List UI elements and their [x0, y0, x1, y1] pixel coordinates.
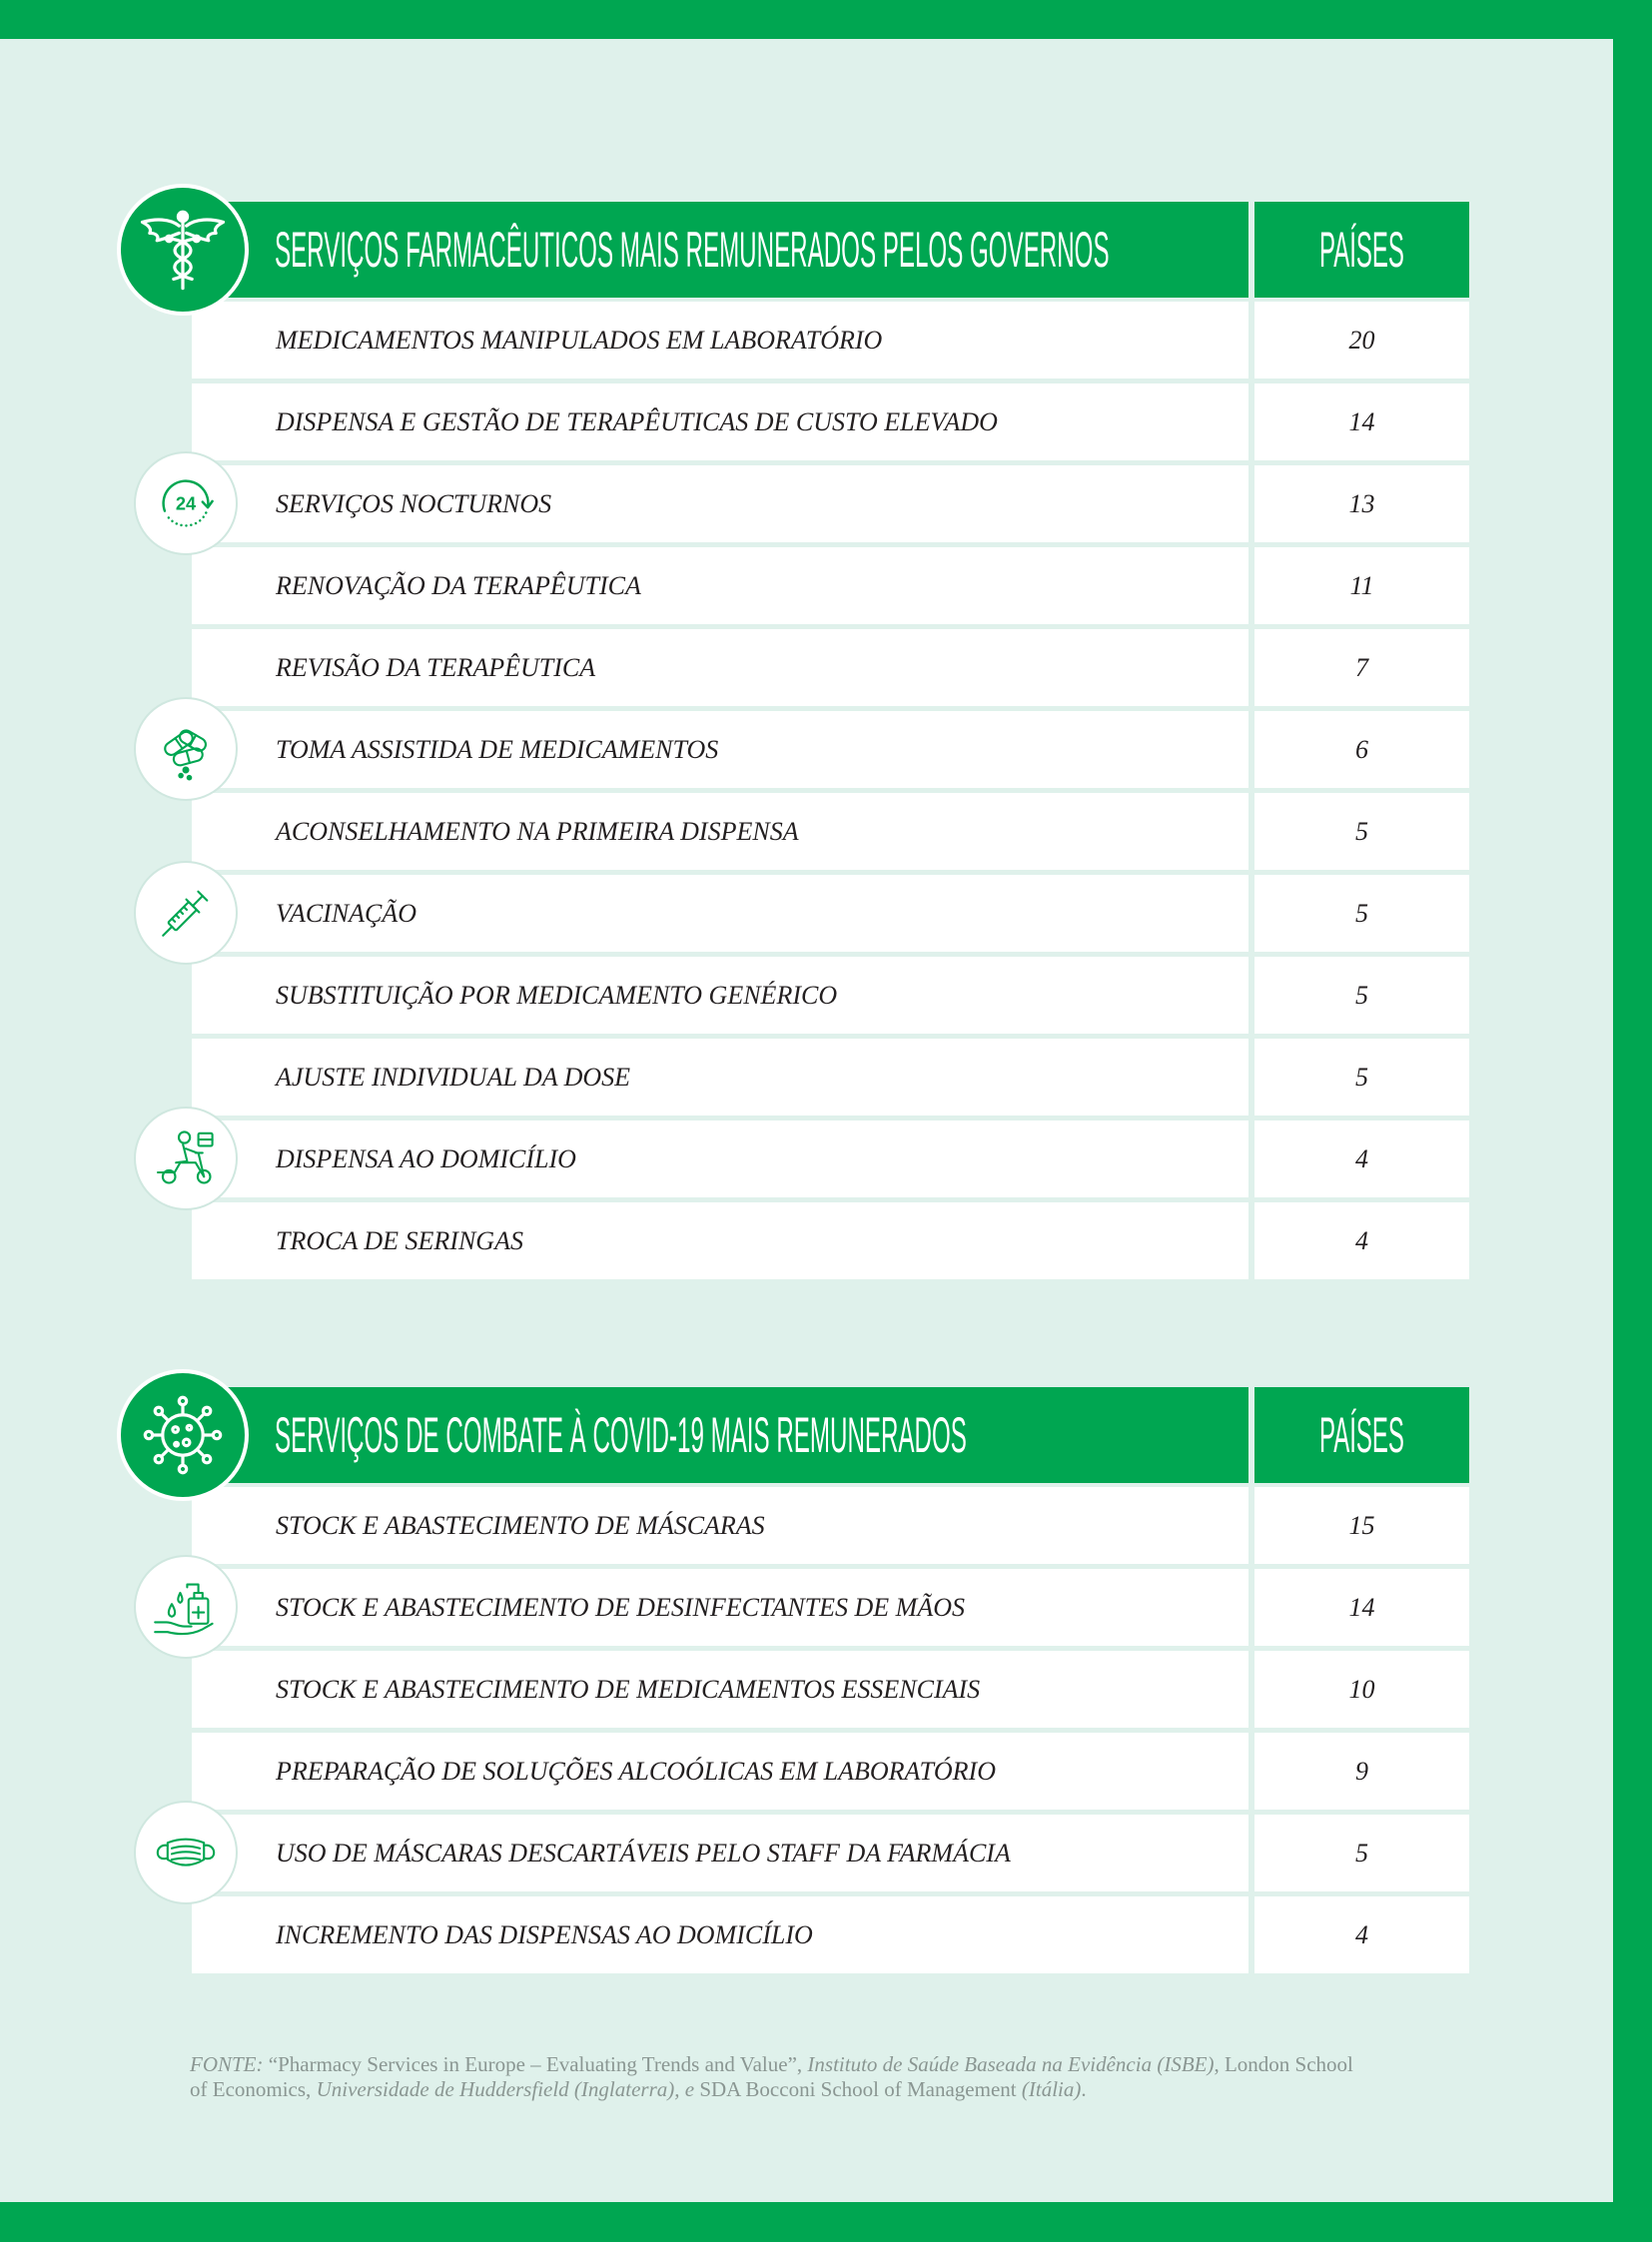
service-name: AJUSTE INDIVIDUAL DA DOSE — [192, 1039, 1248, 1116]
footnote-segment: FONTE: — [190, 2052, 264, 2076]
footnote-segment: Universidade de Huddersfield (Inglaterra), e — [316, 2077, 700, 2101]
country-count: 10 — [1254, 1651, 1469, 1728]
service-name: TOMA ASSISTIDA DE MEDICAMENTOS — [192, 711, 1248, 788]
service-name: STOCK E ABASTECIMENTO DE MÁSCARAS — [192, 1487, 1248, 1564]
frame-bottom-bar — [0, 2202, 1652, 2242]
table-row — [192, 957, 1469, 1034]
footnote-segment: . — [1081, 2077, 1087, 2101]
table-header — [192, 1387, 1469, 1483]
delivery-scooter-icon — [151, 1123, 221, 1193]
row-icon-badge — [134, 451, 238, 555]
country-count: 4 — [1254, 1896, 1469, 1973]
face-mask-icon — [151, 1818, 221, 1887]
table-header — [192, 202, 1469, 298]
frame-right-bar — [1613, 0, 1652, 2242]
service-name: INCREMENTO DAS DISPENSAS AO DOMICÍLIO — [192, 1896, 1248, 1973]
pills-icon — [151, 714, 221, 784]
count-header-cell — [1254, 202, 1469, 298]
country-count: 7 — [1254, 629, 1469, 706]
country-count: 6 — [1254, 711, 1469, 788]
pharmaceutical-services-table — [192, 202, 1469, 1279]
country-count: 20 — [1254, 302, 1469, 378]
row-icon-badge — [134, 697, 238, 801]
footnote-segment: (Itália) — [1021, 2077, 1082, 2101]
service-name: REVISÃO DA TERAPÊUTICA — [192, 629, 1248, 706]
count-header-cell — [1254, 1387, 1469, 1483]
table-row — [192, 1896, 1469, 1973]
table-row — [192, 1815, 1469, 1891]
table-title-cell — [192, 202, 1248, 298]
caduceus-icon — [137, 204, 229, 296]
virus-icon — [137, 1389, 229, 1481]
footnote-segment: Instituto de Saúde Baseada na Evidência (ISBE) — [807, 2052, 1215, 2076]
footnote-segment: of Economics, — [190, 2077, 317, 2101]
count-header: PAÍSES — [1319, 222, 1404, 278]
country-count: 5 — [1254, 1039, 1469, 1116]
country-count: 4 — [1254, 1202, 1469, 1279]
row-icon-badge — [134, 1107, 238, 1210]
table-row — [192, 1487, 1469, 1564]
country-count: 5 — [1254, 1815, 1469, 1891]
service-name: SERVIÇOS NOCTURNOS — [192, 465, 1248, 542]
service-name: STOCK E ABASTECIMENTO DE MEDICAMENTOS ESSENCIAIS — [192, 1651, 1248, 1728]
country-count: 14 — [1254, 1569, 1469, 1646]
service-name: RENOVAÇÃO DA TERAPÊUTICA — [192, 547, 1248, 624]
country-count: 5 — [1254, 957, 1469, 1034]
country-count: 11 — [1254, 547, 1469, 624]
frame-top-bar — [0, 0, 1652, 39]
table-row — [192, 1039, 1469, 1116]
service-name: SUBSTITUIÇÃO POR MEDICAMENTO GENÉRICO — [192, 957, 1248, 1034]
table-title-cell — [192, 1387, 1248, 1483]
service-name: DISPENSA AO DOMICÍLIO — [192, 1121, 1248, 1197]
table-row — [192, 1121, 1469, 1197]
table-row — [192, 1569, 1469, 1646]
table-row — [192, 1202, 1469, 1279]
country-count: 4 — [1254, 1121, 1469, 1197]
country-count: 5 — [1254, 875, 1469, 952]
service-name: PREPARAÇÃO DE SOLUÇÕES ALCOÓLICAS EM LABORATÓRIO — [192, 1733, 1248, 1810]
source-footnote — [190, 2052, 1353, 2102]
table-row — [192, 711, 1469, 788]
table-row — [192, 465, 1469, 542]
service-name: VACINAÇÃO — [192, 875, 1248, 952]
table-title: SERVIÇOS FARMACÊUTICOS MAIS REMUNERADOS PELOS GOVERNOS — [275, 222, 1110, 278]
table-row — [192, 383, 1469, 460]
service-name: MEDICAMENTOS MANIPULADOS EM LABORATÓRIO — [192, 302, 1248, 378]
24-hours-label: 24 — [175, 493, 197, 514]
table-row — [192, 302, 1469, 378]
row-icon-badge — [134, 1801, 238, 1904]
footnote-segment: SDA Bocconi School of Management — [699, 2077, 1022, 2101]
country-count: 9 — [1254, 1733, 1469, 1810]
hand-sanitizer-icon — [151, 1572, 221, 1642]
service-name: STOCK E ABASTECIMENTO DE DESINFECTANTES DE MÃOS — [192, 1569, 1248, 1646]
country-count: 13 — [1254, 465, 1469, 542]
table-row — [192, 547, 1469, 624]
row-icon-badge — [134, 861, 238, 965]
service-name: ACONSELHAMENTO NA PRIMEIRA DISPENSA — [192, 793, 1248, 870]
covid-services-table — [192, 1387, 1469, 1973]
24-hours-icon — [151, 468, 221, 538]
count-header: PAÍSES — [1319, 1407, 1404, 1463]
table-row — [192, 1733, 1469, 1810]
row-icon-badge — [134, 1555, 238, 1659]
country-count: 5 — [1254, 793, 1469, 870]
service-name: DISPENSA E GESTÃO DE TERAPÊUTICAS DE CUSTO ELEVADO — [192, 383, 1248, 460]
country-count: 14 — [1254, 383, 1469, 460]
footnote-segment: , London School — [1214, 2052, 1353, 2076]
country-count: 15 — [1254, 1487, 1469, 1564]
service-name: TROCA DE SERINGAS — [192, 1202, 1248, 1279]
footnote-segment: “Pharmacy Services in Europe – Evaluating Trends and Value”, — [263, 2052, 808, 2076]
header-icon-badge — [117, 1369, 249, 1501]
table-title: SERVIÇOS DE COMBATE À COVID-19 MAIS REMUNERADOS — [275, 1407, 967, 1463]
syringe-icon — [151, 878, 221, 948]
service-name: USO DE MÁSCARAS DESCARTÁVEIS PELO STAFF DA FARMÁCIA — [192, 1815, 1248, 1891]
header-icon-badge — [117, 184, 249, 316]
table-row — [192, 875, 1469, 952]
table-row — [192, 1651, 1469, 1728]
table-row — [192, 629, 1469, 706]
table-row — [192, 793, 1469, 870]
